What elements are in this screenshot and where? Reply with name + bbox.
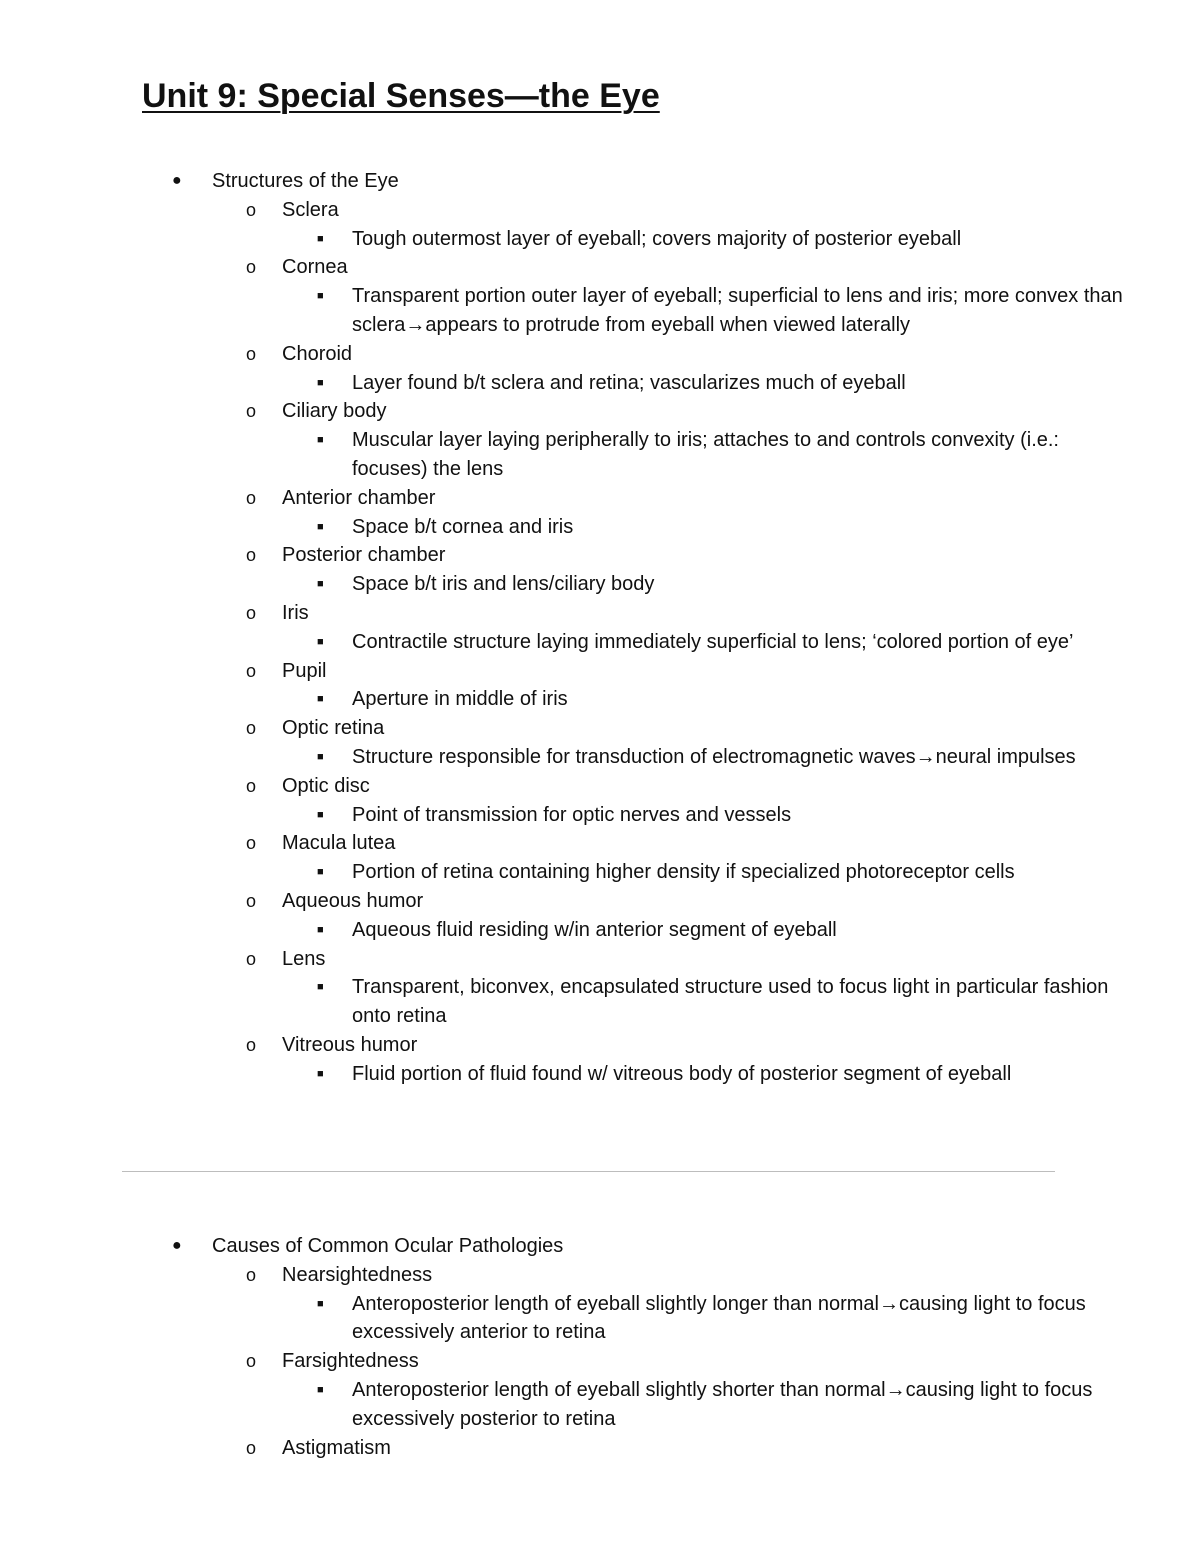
list-item-detail bbox=[0, 369, 1200, 398]
bullet-icon: ■ bbox=[317, 1067, 324, 1080]
list-item-detail-text: Muscular layer laying peripherally to iris; attaches to and controls convexity (i.e.: focuses) the lens bbox=[352, 429, 1059, 480]
bullet-icon: ■ bbox=[317, 866, 324, 879]
list-item-detail-text: Anteroposterior length of eyeball slightly longer than normal→causing light to focus excessively anterior to retina bbox=[352, 1292, 1086, 1344]
list-item-detail-text: Fluid portion of fluid found w/ vitreous body of posterior segment of eyeball bbox=[352, 1062, 1012, 1085]
bullet-icon: ■ bbox=[317, 232, 324, 245]
bullet-icon: o bbox=[246, 343, 257, 364]
bullet-icon: ■ bbox=[317, 923, 324, 936]
list-item-detail bbox=[0, 916, 1200, 945]
list-item-detail bbox=[0, 570, 1200, 599]
list-item bbox=[0, 714, 1200, 743]
list-item-detail-text: Transparent, biconvex, encapsulated structure used to focus light in particular fashion onto retina bbox=[352, 976, 1109, 1028]
bullet-icon: ■ bbox=[317, 693, 324, 706]
list-item-text: Iris bbox=[282, 601, 309, 624]
list-item bbox=[0, 945, 1200, 974]
list-item-detail-text: Contractile structure laying immediately superficial to lens; ‘colored portion of eye’ bbox=[352, 630, 1074, 653]
list-item-detail bbox=[0, 743, 1200, 772]
list-item-text: Ciliary body bbox=[282, 400, 387, 423]
bullet-icon: o bbox=[246, 545, 257, 566]
bullet-icon: ■ bbox=[317, 1297, 324, 1310]
bullet-icon: ● bbox=[172, 1237, 182, 1254]
list-item bbox=[0, 772, 1200, 801]
list-item-detail bbox=[0, 1060, 1200, 1089]
bullet-icon: o bbox=[246, 660, 257, 681]
list-item-detail bbox=[0, 1376, 1200, 1434]
list-item-detail bbox=[0, 225, 1200, 254]
list-item-detail bbox=[0, 801, 1200, 830]
section-heading bbox=[0, 1232, 1200, 1261]
list-item bbox=[0, 340, 1200, 369]
bullet-icon: ● bbox=[172, 172, 182, 189]
list-item-detail-text: Point of transmission for optic nerves and vessels bbox=[352, 803, 792, 826]
list-item-detail-text: Layer found b/t sclera and retina; vascularizes much of eyeball bbox=[352, 371, 906, 394]
section-heading bbox=[0, 167, 1200, 196]
list-item-detail bbox=[0, 973, 1200, 1031]
bullet-icon: ■ bbox=[317, 635, 324, 648]
list-item bbox=[0, 599, 1200, 628]
list-item bbox=[0, 253, 1200, 282]
bullet-icon: ■ bbox=[317, 750, 324, 763]
list-item bbox=[0, 196, 1200, 225]
list-item-text: Vitreous humor bbox=[282, 1033, 418, 1056]
list-item bbox=[0, 1261, 1200, 1290]
list-item-text: Aqueous humor bbox=[282, 889, 424, 912]
list-item-text: Lens bbox=[282, 947, 326, 970]
bullet-icon: o bbox=[246, 890, 257, 911]
section-heading-text: Causes of Common Ocular Pathologies bbox=[212, 1235, 564, 1257]
structures-section bbox=[0, 167, 1200, 1089]
bullet-icon: o bbox=[246, 602, 257, 623]
list-item-text: Nearsightedness bbox=[282, 1263, 433, 1286]
bullet-icon: o bbox=[246, 401, 257, 422]
bullet-icon: o bbox=[246, 833, 257, 854]
list-item-detail bbox=[0, 1290, 1200, 1348]
list-item-detail bbox=[0, 426, 1200, 484]
bullet-icon: o bbox=[246, 1034, 257, 1055]
list-item-detail bbox=[0, 685, 1200, 714]
list-item-detail-text: Aqueous fluid residing w/in anterior segment of eyeball bbox=[352, 918, 837, 941]
list-item-text: Anterior chamber bbox=[282, 486, 436, 509]
bullet-icon: o bbox=[246, 718, 257, 739]
list-item-text: Cornea bbox=[282, 256, 348, 279]
bullet-icon: o bbox=[246, 1437, 257, 1458]
bullet-icon: ■ bbox=[317, 808, 324, 821]
list-item-text: Macula lutea bbox=[282, 832, 396, 855]
list-item-text: Optic retina bbox=[282, 717, 385, 740]
list-item-detail-text: Portion of retina containing higher density if specialized photoreceptor cells bbox=[352, 861, 1015, 884]
list-item bbox=[0, 1434, 1200, 1463]
list-item bbox=[0, 1347, 1200, 1376]
pathologies-section bbox=[0, 1232, 1200, 1462]
list-item bbox=[0, 1031, 1200, 1060]
list-item-detail-text: Aperture in middle of iris bbox=[352, 688, 568, 711]
bullet-icon: ■ bbox=[317, 290, 324, 303]
list-item bbox=[0, 397, 1200, 426]
bullet-icon: ■ bbox=[317, 434, 324, 447]
list-item-detail bbox=[0, 282, 1200, 340]
list-item-detail-text: Tough outermost layer of eyeball; covers majority of posterior eyeball bbox=[352, 227, 962, 250]
list-item-detail bbox=[0, 858, 1200, 887]
list-item-detail bbox=[0, 628, 1200, 657]
section-divider bbox=[122, 1171, 1055, 1172]
bullet-icon: o bbox=[246, 1264, 257, 1285]
bullet-icon: ■ bbox=[317, 981, 324, 994]
bullet-icon: o bbox=[246, 487, 257, 508]
list-item bbox=[0, 887, 1200, 916]
list-item-detail-text: Transparent portion outer layer of eyeball; superficial to lens and iris; more convex than sclera→appears to protrude from eyeball when viewed laterally bbox=[352, 285, 1123, 336]
list-item-detail-text: Space b/t iris and lens/ciliary body bbox=[352, 573, 655, 596]
list-item-detail-text: Structure responsible for transduction of electromagnetic waves→neural impulses bbox=[352, 745, 1076, 768]
section-heading-text: Structures of the Eye bbox=[212, 170, 399, 192]
bullet-icon: o bbox=[246, 199, 257, 220]
bullet-icon: ■ bbox=[317, 1383, 324, 1396]
bullet-icon: ■ bbox=[317, 376, 324, 389]
list-item-text: Farsightedness bbox=[282, 1350, 419, 1373]
bullet-icon: o bbox=[246, 775, 257, 796]
page-title: Unit 9: Special Senses—the Eye bbox=[142, 77, 660, 115]
list-item-text: Sclera bbox=[282, 198, 339, 221]
list-item bbox=[0, 541, 1200, 570]
bullet-icon: o bbox=[246, 948, 257, 969]
list-item-detail-text: Space b/t cornea and iris bbox=[352, 515, 574, 538]
list-item bbox=[0, 657, 1200, 686]
list-item-text: Pupil bbox=[282, 659, 327, 682]
list-item-text: Optic disc bbox=[282, 774, 370, 797]
bullet-icon: o bbox=[246, 1351, 257, 1372]
list-item-text: Posterior chamber bbox=[282, 544, 446, 567]
list-item-text: Astigmatism bbox=[282, 1436, 391, 1459]
list-item bbox=[0, 829, 1200, 858]
bullet-icon: ■ bbox=[317, 520, 324, 533]
list-item-detail-text: Anteroposterior length of eyeball slightly shorter than normal→causing light to focus excessively posterior to retina bbox=[352, 1378, 1093, 1430]
list-item bbox=[0, 484, 1200, 513]
bullet-icon: o bbox=[246, 257, 257, 278]
bullet-icon: ■ bbox=[317, 578, 324, 591]
list-item-detail bbox=[0, 513, 1200, 542]
list-item-text: Choroid bbox=[282, 342, 353, 365]
